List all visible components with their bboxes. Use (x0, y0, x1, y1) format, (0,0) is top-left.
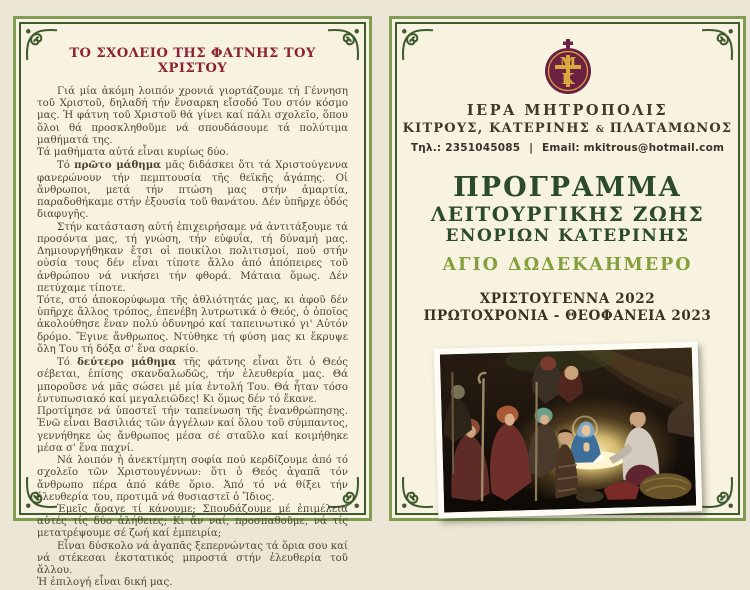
svg-text:Κ: Κ (560, 70, 575, 88)
cover-page (389, 16, 746, 521)
program-subtitle: ΑΓΙΟ ΔΩΔΕΚΑΗΜΕΡΟ (442, 255, 693, 275)
article (21, 24, 364, 589)
body-paragraph: Τότε, στό ἀποκορύφωμα τῆς ἀθλιότητάς μας, κι ἀφοῦ δέν ὑπῆρχε ἄλλος τρόπος, ἐπενέβη λυτρωτικά ὁ Θεός, ὁ ὁποῖος ἀκολούθησε ἕναν πολύ ὀδυνηρό καί ταπεινωτικό γι' Αὐτόν δρόμο. Ἔγινε ἄνθρωπος. Ντύθηκε τή φύση μας κι ἔκρυψε ὅλη Του τή δόξα σ' ἕνα σαρκίο. (37, 294, 348, 355)
article-title: ΤΟ ΣΧΟΛΕΙΟ ΤΗΣ ΦΑΤΝΗΣ ΤΟΥ ΧΡΙΣΤΟΥ (69, 46, 316, 76)
ampersand: & (595, 125, 605, 135)
dates-line2: ΠΡΩΤΟΧΡΟΝΙΑ - ΘΕΟΦΑΝΕΙΑ 2023 (423, 307, 712, 324)
contact-separator: | (529, 142, 534, 154)
svg-text:Μ: Μ (559, 54, 576, 72)
body-paragraph: Ἡ ἐπιλογή εἶναι δική μας. (37, 577, 173, 589)
program-title-line3: ΕΝΟΡΙΩΝ ΚΑΤΕΡΙΝΗΣ (445, 226, 690, 246)
program-title-line2: ΛΕΙΤΟΥΡΓΙΚΗΣ ΖΩΗΣ (430, 202, 705, 226)
organization-name-line2: ΚΙΤΡΟΥΣ, ΚΑΤΕΡΙΝΗΣ & ΠΛΑΤΑΜΩΝΟΣ (402, 121, 733, 136)
body-paragraph: Τά μαθήματα αὐτά εἶναι κυρίως δύο. (37, 147, 229, 159)
article-body (37, 86, 348, 590)
body-paragraph: Στήν κατάσταση αὐτή ἐπιχειρήσαμε νά ἀντιτάξουμε τά προσόντα μας, τή γνώση, τήν εὐφυΐα, τή δύναμή μας. Δημιουργήθηκαν ἔτσι οἱ ποικίλοι πολιτισμοί, πού στήν οὐσία τους δέν εἶναι τίποτε ἄλλο ἀπό ἀπόπειρες τοῦ ἀνθρώπου νά νικήσει τήν φθορά. Μάταια ὅμως. Δέν πετύχαμε τίποτε. (37, 221, 348, 294)
body-paragraph: Νά λοιπόν ἡ ἀνεκτίμητη σοφία πού κερδίζουμε ἀπό τό σχολεῖο τῶν Χριστουγέννων: ὅτι ὁ Θεός ἀγαπᾶ τόν ἄνθρωπο πέρα ἀπό κάθε ὅριο. Ἀπό τό νά θίξει τήν ἐλευθερία του, προτιμᾶ νά θυσιαστεῖ ὁ Ἴδιος. (37, 455, 348, 503)
phone-label: Τηλ.: (410, 142, 442, 154)
organization-name-line1: ΙΕΡΑ ΜΗΤΡΟΠΟΛΙΣ (466, 102, 669, 119)
nativity-scene-photo (433, 341, 702, 518)
email-label: Email: (542, 142, 580, 154)
cover-content (397, 24, 738, 513)
body-paragraph: Εἶναι δύσκολο νά ἀγαπᾶς ξεπερνώντας τά ὅρια σου καί νά στέκεσαι ἐκστατικός μπροστά στήν ἐλευθερία τοῦ ἄλλου. (37, 540, 348, 577)
program-title-line1: ΠΡΟΓΡΑΜΜΑ (453, 172, 682, 203)
phone-number: 2351045085 (445, 142, 521, 154)
dates-line1: ΧΡΙΣΤΟΥΓΕΝΝΑ 2022 (479, 291, 656, 307)
program-dates (424, 291, 712, 325)
body-paragraph: Προτίμησε νά ὑποστεῖ τήν ταπείνωση τῆς ἐνανθρώπησης. Ἐνῶ εἶναι Βασιλιάς τῶν ἀγγέλων καί ὅλου τοῦ σύμπαντος, γεννήθηκε ὡς ἄνθρωπος μέσα σέ σταῦλο καί κοιμήθηκε μέσα σ' ἕνα παχνί. (37, 406, 348, 454)
body-paragraph: Γιά μία ἀκόμη λοιπόν χρονιά γιορτάζουμε τή Γέννηση τοῦ Χριστοῦ, δηλαδή τήν ἔνσαρκη εἴσοδό Του στόν κόσμο μας. Ἡ φάτνη τοῦ Χριστοῦ θά γίνει καί πάλι σχολεῖο, ὅπου ὅλοι θά προσκληθοῦμε νά σπουδάσουμε τά πολύτιμα μαθήματά της. (37, 86, 348, 146)
body-paragraph: Ἐμεῖς ἄραγε τί κάνουμε; Σπουδάζουμε μέ ἐπιμέλεια αὐτές τίς δύο ἀλήθειες; Κι ἄν ναί, προσπαθοῦμε, νά τίς μετατρέψουμε σέ ζωή καί ἐμπειρία; (37, 503, 348, 540)
left-page (13, 16, 372, 589)
metropolis-monogram-icon (542, 38, 594, 96)
cover-page-inner-frame (395, 22, 740, 515)
contact-info (411, 142, 724, 154)
email-address: mkitrous@hotmail.com (583, 142, 725, 154)
left-page-inner-frame (19, 22, 366, 589)
body-paragraph: Τό πρῶτο μάθημα μᾶς διδάσκει ὅτι τά Χριστούγεννα φανερώνουν τήν πεμπτουσία τῆς θεϊκῆς ἀγάπης. Οἱ ἄνθρωποι, μετά τήν πτώση μας στήν ἁμαρτία, παραδοθήκαμε στήν ἐξουσία τοῦ θανάτου. Δέν ὑπῆρχε ὁδός διαφυγῆς. (37, 159, 348, 221)
body-paragraph: Τό δεύτερο μάθημα τῆς φάτνης εἶναι ὅτι ὁ Θεός σέβεται, ἐπίσης σκανδαλωδῶς, τήν ἐλευθερία μας. Θά μποροῦσε νά μᾶς σώσει μέ μία ἐντολή Του. Θά ἦταν τόσο ἐντυπωσιακό καί μεγαλειῶδες! Κι ὅμως δέν τό ἔκανε. (37, 356, 349, 405)
